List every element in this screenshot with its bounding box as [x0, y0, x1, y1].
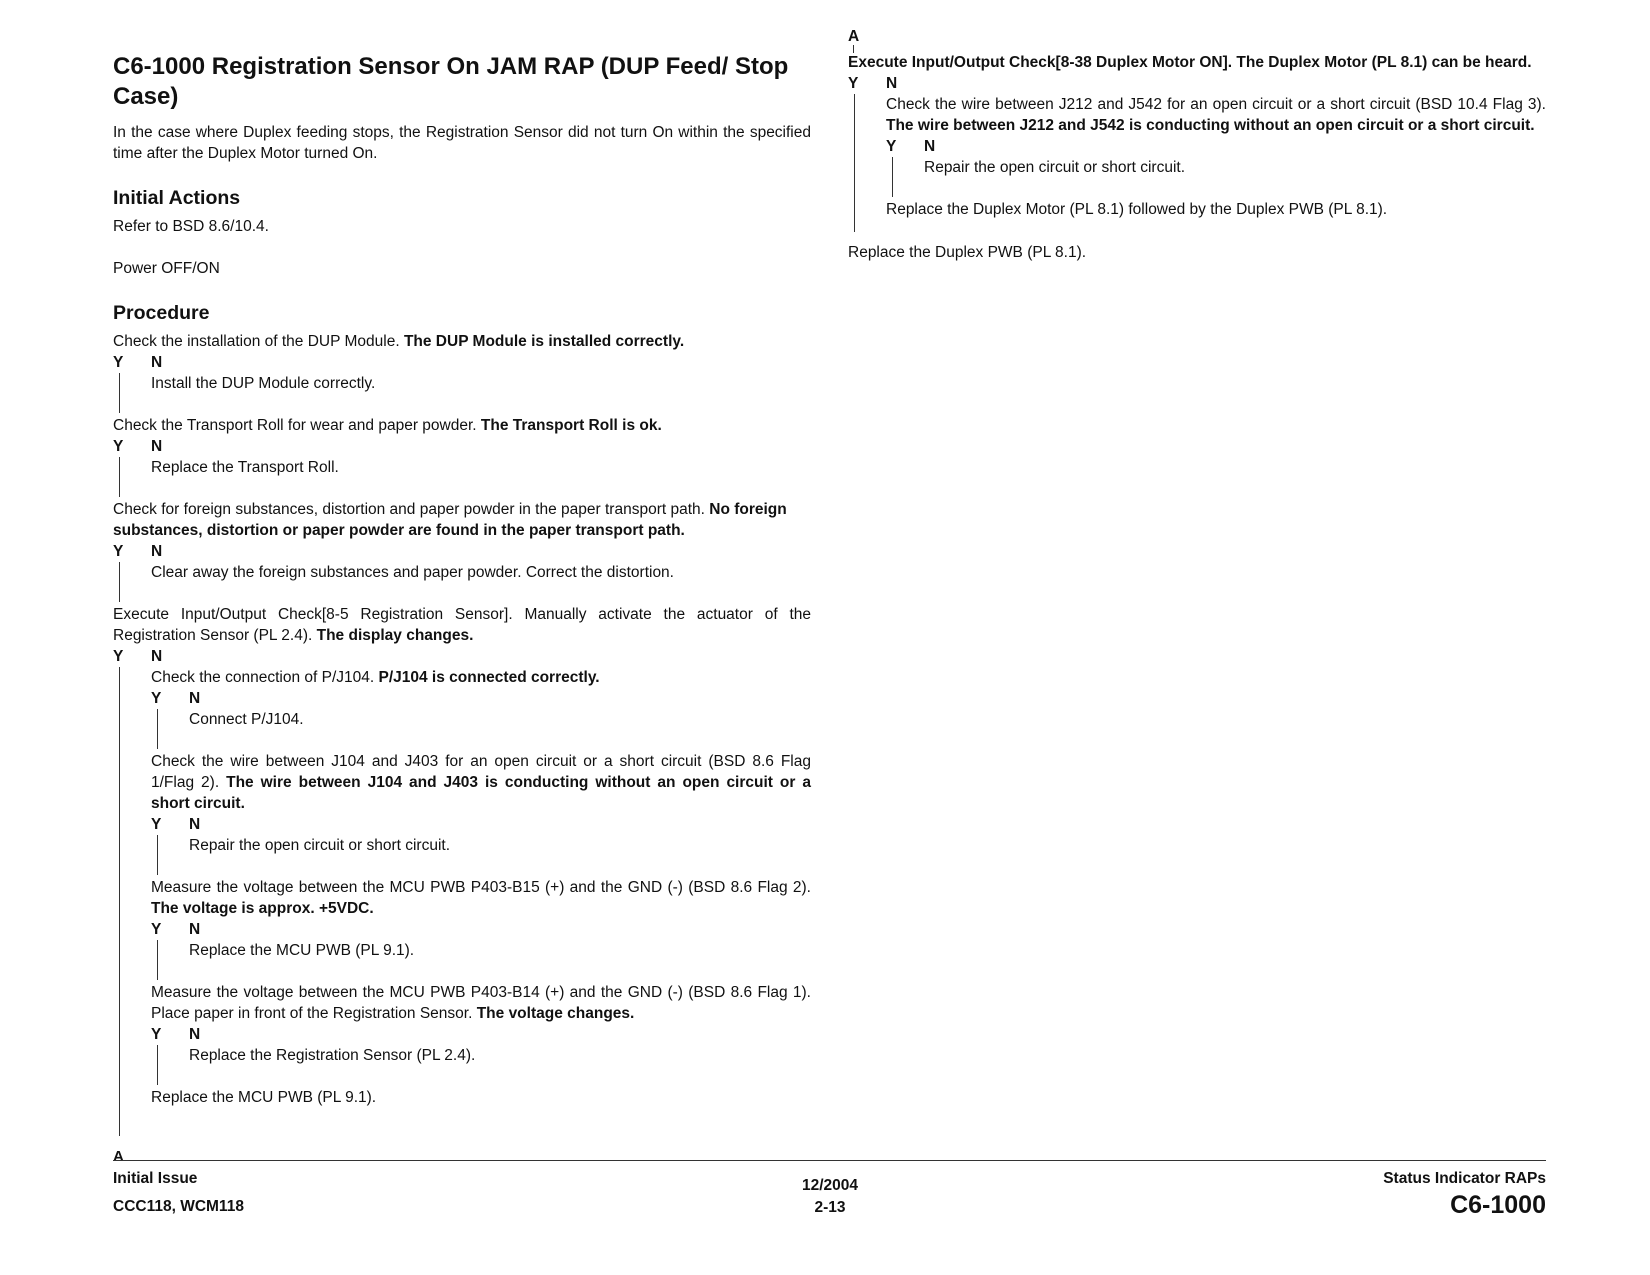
yes-line: [151, 940, 189, 961]
step-4-branch: [113, 667, 811, 1136]
step-4d-branch: [151, 1045, 811, 1066]
step-3-branch: [113, 562, 811, 583]
yes-no-row: Y N: [848, 75, 898, 92]
footer-date: 12/2004: [801, 1177, 859, 1194]
initial-action-2: Power OFF/ON: [113, 260, 220, 277]
step-4c-no-action: Replace the MCU PWB (PL 9.1).: [189, 942, 415, 959]
step-4b: Check the wire between J104 and J403 for an open circuit or a short circuit (BSD 8.6 Flag 1/Flag 2). The wire between J104 and J403 is conducting without an open circuit or a short circuit.: [151, 753, 811, 812]
step-4d-no-action: Replace the Registration Sensor (PL 2.4).: [189, 1047, 476, 1064]
yes-no-row: Y N: [113, 648, 163, 665]
connector-line: [853, 45, 854, 53]
step-4c: Measure the voltage between the MCU PWB P403-B15 (+) and the GND (-) (BSD 8.6 Flag 2). The voltage is approx. +5VDC.: [151, 879, 811, 917]
step-5-branch: [848, 94, 1546, 232]
step-1-no-action: Install the DUP Module correctly.: [151, 375, 376, 392]
right-column: [848, 28, 1546, 263]
initial-action-1: Refer to BSD 8.6/10.4.: [113, 218, 269, 235]
step-4d: Measure the voltage between the MCU PWB P403-B14 (+) and the GND (-) (BSD 8.6 Flag 1). Place paper in front of the Registration Sensor. The voltage changes.: [151, 984, 811, 1022]
step-5a-no-action: Repair the open circuit or short circuit.: [924, 159, 1186, 176]
step-4a: Check the connection of P/J104. P/J104 is connected correctly.: [151, 669, 600, 686]
yes-no-row: Y N: [151, 921, 201, 938]
footer-code: C6-1000: [1450, 1191, 1546, 1219]
yes-no-row: Y N: [113, 543, 163, 560]
footer-models: CCC118, WCM118: [113, 1198, 244, 1215]
yes-no-row: Y N: [151, 816, 201, 833]
yes-no-row: Y N: [113, 438, 163, 455]
step-5-no-final: Replace the Duplex Motor (PL 8.1) followed by the Duplex PWB (PL 8.1).: [886, 201, 1388, 218]
page-title: C6-1000 Registration Sensor On JAM RAP (DUP Feed/ Stop Case): [113, 53, 789, 110]
connector-a-bottom: A: [113, 1148, 124, 1165]
step-4b-branch: [151, 835, 811, 856]
yes-no-row: Y N: [113, 354, 163, 371]
yes-line: [151, 709, 189, 730]
yes-no-row: Y N: [886, 138, 936, 155]
yes-line: [113, 562, 151, 583]
step-4c-branch: [151, 940, 811, 961]
intro-text: In the case where Duplex feeding stops, the Registration Sensor did not turn On within the specified time after the Duplex Motor turned On.: [113, 124, 811, 162]
procedure-heading: Procedure: [113, 302, 210, 324]
yes-line: [151, 835, 189, 856]
step-4-final: Replace the MCU PWB (PL 9.1).: [151, 1089, 377, 1106]
step-4a-branch: [151, 709, 811, 730]
footer-issue: Initial Issue: [113, 1170, 198, 1187]
step-1: Check the installation of the DUP Module. The DUP Module is installed correctly.: [113, 333, 685, 350]
yes-no-row: Y N: [151, 1026, 201, 1043]
step-4: Execute Input/Output Check[8-5 Registration Sensor]. Manually activate the actuator of the Registration Sensor (PL 2.4). The display changes.: [113, 606, 811, 644]
step-2: Check the Transport Roll for wear and paper powder. The Transport Roll is ok.: [113, 417, 662, 434]
yes-line: [151, 1045, 189, 1066]
yes-line: [113, 373, 151, 394]
footer-divider: [113, 1160, 1546, 1161]
yes-line: [886, 157, 924, 178]
step-4b-no-action: Repair the open circuit or short circuit.: [189, 837, 451, 854]
step-3-no-action: Clear away the foreign substances and paper powder. Correct the distortion.: [151, 564, 674, 581]
step-2-branch: [113, 457, 811, 478]
initial-actions-heading: Initial Actions: [113, 187, 241, 209]
step-5-final: Replace the Duplex PWB (PL 8.1).: [848, 244, 1087, 261]
step-2-no-action: Replace the Transport Roll.: [151, 459, 339, 476]
yes-line: [113, 667, 151, 1136]
step-3: Check for foreign substances, distortion and paper powder in the paper transport path. No foreign substances, distortion or paper powder are found in the paper transport path.: [113, 501, 787, 539]
step-1-branch: [113, 373, 811, 394]
step-5a: Check the wire between J212 and J542 for an open circuit or a short circuit (BSD 10.4 Flag 3). The wire between J212 and J542 is conducting without an open circuit or a short circuit.: [886, 96, 1546, 134]
yes-line: [113, 457, 151, 478]
yes-no-row: Y N: [151, 690, 201, 707]
step-5: Execute Input/Output Check[8-38 Duplex Motor ON]. The Duplex Motor (PL 8.1) can be heard.: [848, 54, 1532, 71]
connector-a-top: A: [848, 28, 1546, 46]
footer-section: Status Indicator RAPs: [1383, 1170, 1546, 1187]
step-4a-no-action: Connect P/J104.: [189, 711, 304, 728]
footer-page-number: 2-13: [814, 1199, 846, 1216]
left-column: [113, 28, 811, 1136]
yes-line: [848, 94, 886, 232]
step-5a-branch: [886, 157, 1546, 178]
